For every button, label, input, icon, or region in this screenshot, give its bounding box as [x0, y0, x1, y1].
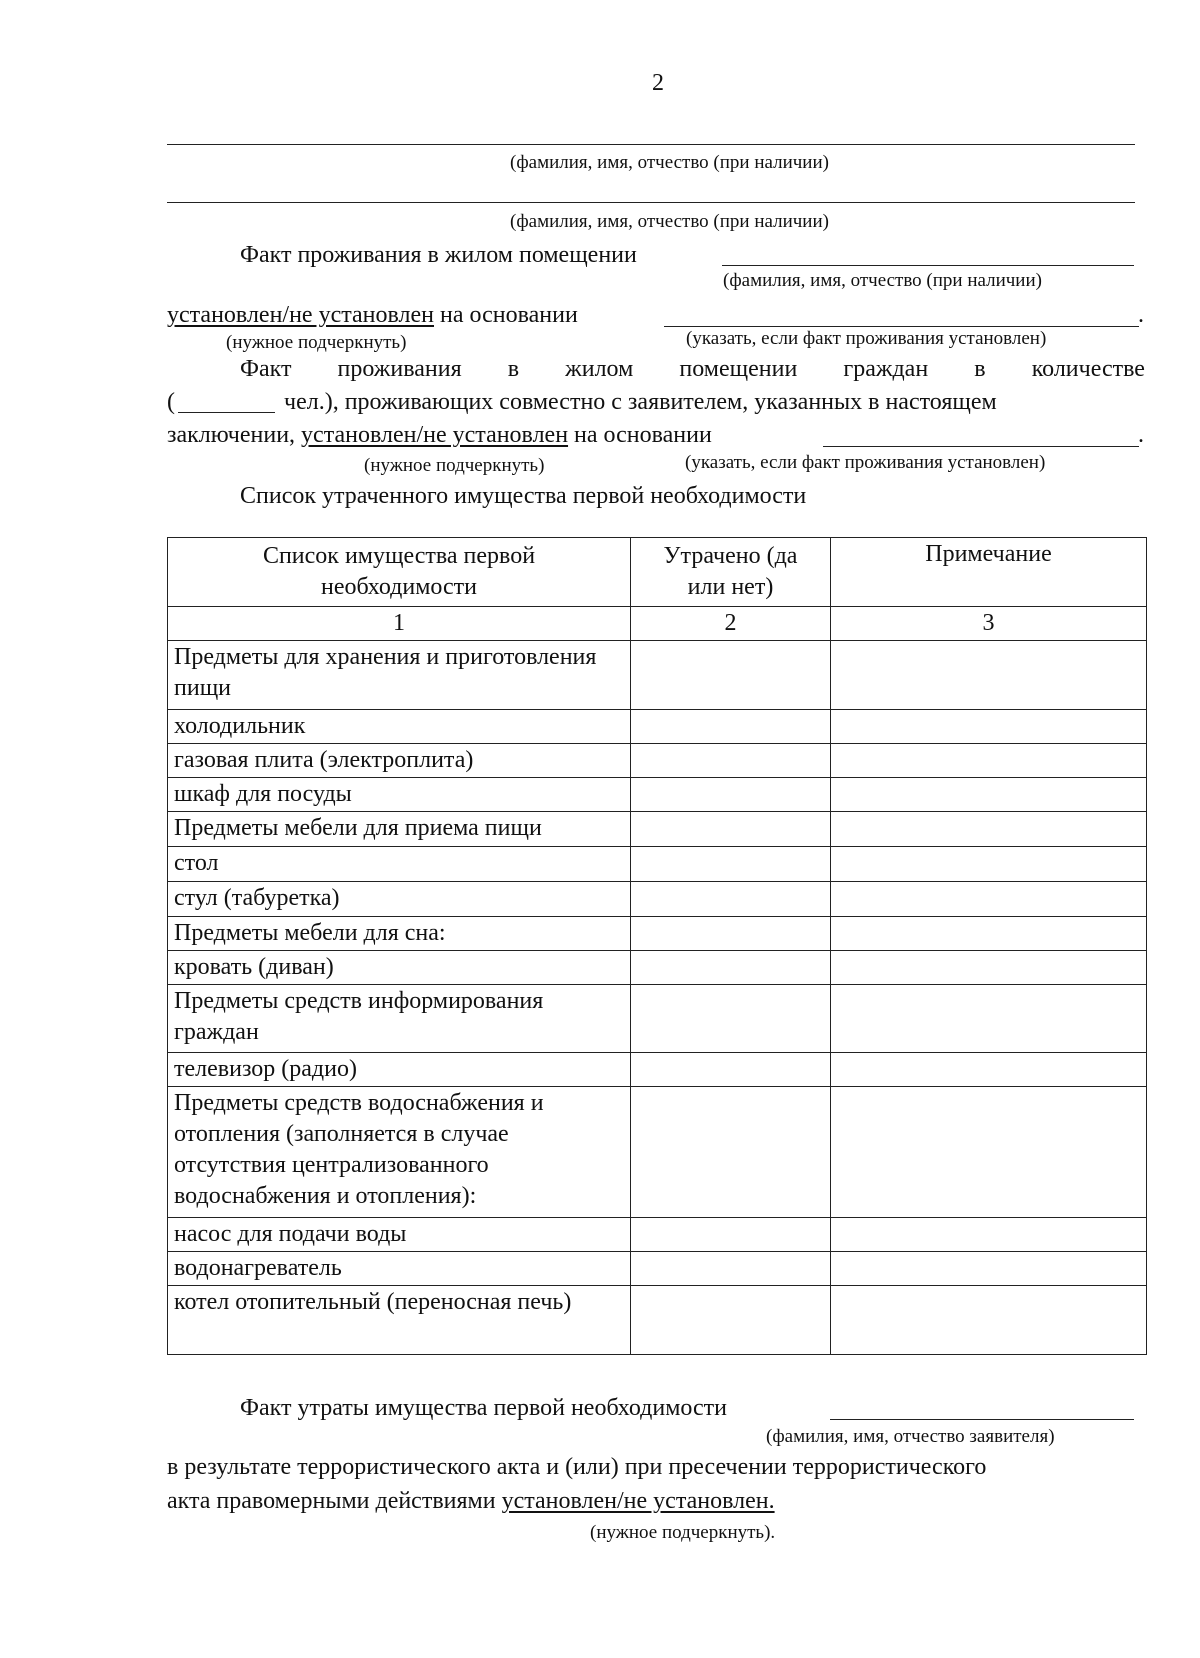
header-note: Примечание: [831, 538, 1147, 607]
para2-open-paren: (: [167, 389, 175, 415]
note-cell[interactable]: [831, 1218, 1147, 1252]
residence-fio-line[interactable]: [722, 265, 1134, 266]
note-cell[interactable]: [831, 1087, 1147, 1218]
lost-cell[interactable]: [631, 812, 831, 847]
lost-cell[interactable]: [631, 1053, 831, 1087]
item-name: холодильник: [168, 710, 631, 744]
underline-hint-1: (нужное подчеркнуть): [226, 332, 407, 353]
lost-cell[interactable]: [631, 744, 831, 778]
basis-hint-2: (указать, если факт проживания установлен): [685, 452, 1046, 473]
lost-cell[interactable]: [631, 847, 831, 882]
item-name: стул (табуретка): [168, 882, 631, 917]
established-option-3: установлен/не установлен.: [501, 1488, 775, 1514]
item-name: насос для подачи воды: [168, 1218, 631, 1252]
established-line-1: [167, 302, 578, 329]
people-count-blank[interactable]: [178, 412, 275, 413]
lost-cell[interactable]: [631, 778, 831, 812]
note-cell[interactable]: [831, 710, 1147, 744]
lost-cell[interactable]: [631, 1286, 831, 1355]
page-number: 2: [652, 70, 664, 96]
column-number: 3: [831, 607, 1147, 641]
para2-line2-text: чел.), проживающих совместно с заявителем, указанных в настоящем: [284, 389, 997, 415]
note-cell[interactable]: [831, 882, 1147, 917]
table-row: [168, 882, 1147, 917]
loss-fact-text: Факт утраты имущества первой необходимости: [240, 1395, 727, 1421]
item-name: Предметы для хранения и приготовления пищи: [168, 641, 631, 710]
list-title: Список утраченного имущества первой необходимости: [240, 483, 807, 509]
para2-word: количестве: [1031, 356, 1145, 382]
table-row: [168, 847, 1147, 882]
result-line-1: в результате террористического акта и (или) при пресечении террористического: [167, 1454, 987, 1480]
item-name: Предметы средств информирования граждан: [168, 985, 631, 1053]
note-cell[interactable]: [831, 1286, 1147, 1355]
note-cell[interactable]: [831, 917, 1147, 951]
fio-applicant-caption: (фамилия, имя, отчество заявителя): [766, 1426, 1055, 1447]
lost-cell[interactable]: [631, 1218, 831, 1252]
note-cell[interactable]: [831, 951, 1147, 985]
established-option-1: установлен/не установлен: [167, 302, 434, 328]
item-name: Предметы средств водоснабжения и отопления (заполняется в случае отсутствия централизованного водоснабжения и отопления):: [168, 1087, 631, 1218]
table-row: [168, 778, 1147, 812]
table-header-row: [168, 538, 1147, 607]
lost-cell[interactable]: [631, 882, 831, 917]
basis-line-1[interactable]: [664, 326, 1139, 327]
note-cell[interactable]: [831, 985, 1147, 1053]
column-number: 2: [631, 607, 831, 641]
note-cell[interactable]: [831, 744, 1147, 778]
fio-caption-1: (фамилия, имя, отчество (при наличии): [510, 152, 829, 173]
lost-cell[interactable]: [631, 1087, 831, 1218]
table-row: [168, 1252, 1147, 1286]
item-name: шкаф для посуды: [168, 778, 631, 812]
item-name: Предметы мебели для сна:: [168, 917, 631, 951]
lost-cell[interactable]: [631, 985, 831, 1053]
basis-hint-1: (указать, если факт проживания установлен): [686, 328, 1047, 349]
lost-cell[interactable]: [631, 710, 831, 744]
underline-hint-2: (нужное подчеркнуть): [364, 455, 545, 476]
period-2: .: [1138, 422, 1144, 448]
table-row: [168, 1218, 1147, 1252]
para2-line3-prefix: заключении,: [167, 422, 296, 448]
table-row: [168, 917, 1147, 951]
lost-cell[interactable]: [631, 1252, 831, 1286]
note-cell[interactable]: [831, 778, 1147, 812]
result-line-2: [167, 1488, 775, 1515]
table-row: [168, 951, 1147, 985]
residence-fact-text: Факт проживания в жилом помещении: [240, 242, 637, 268]
para2-word: проживания: [337, 356, 462, 382]
table-row: [168, 1053, 1147, 1087]
table-row: [168, 985, 1147, 1053]
para2-word: помещении: [679, 356, 798, 382]
column-number-row: [168, 607, 1147, 641]
table-row: [168, 1286, 1147, 1355]
table-row: [168, 1087, 1147, 1218]
table-row: [168, 710, 1147, 744]
para2-line3: [167, 422, 712, 449]
item-name: телевизор (радио): [168, 1053, 631, 1087]
fio-caption-2: (фамилия, имя, отчество (при наличии): [510, 211, 829, 232]
item-name: котел отопительный (переносная печь): [168, 1286, 631, 1355]
note-cell[interactable]: [831, 1053, 1147, 1087]
item-name: газовая плита (электроплита): [168, 744, 631, 778]
fio-line-2[interactable]: [167, 202, 1135, 203]
lost-cell[interactable]: [631, 641, 831, 710]
inventory-table: [167, 537, 1147, 1355]
note-cell[interactable]: [831, 847, 1147, 882]
para2-line1: [240, 356, 1145, 383]
table-row: [168, 812, 1147, 847]
para2-word: в: [974, 356, 986, 382]
column-number: 1: [168, 607, 631, 641]
basis-line-2[interactable]: [823, 446, 1139, 447]
lost-cell[interactable]: [631, 951, 831, 985]
established-option-2: установлен/не установлен: [301, 422, 569, 448]
note-cell[interactable]: [831, 812, 1147, 847]
table-row: [168, 744, 1147, 778]
lost-cell[interactable]: [631, 917, 831, 951]
on-basis-text-2: на основании: [574, 422, 712, 448]
item-name: водонагреватель: [168, 1252, 631, 1286]
para2-word: Факт: [240, 356, 292, 382]
applicant-fio-line[interactable]: [830, 1419, 1134, 1420]
para2-word: граждан: [843, 356, 929, 382]
table-row: [168, 641, 1147, 710]
result-line-2-prefix: акта правомерными действиями: [167, 1488, 496, 1514]
header-items: Список имущества первой необходимости: [168, 538, 631, 607]
underline-hint-3: (нужное подчеркнуть).: [590, 1522, 776, 1543]
para2-word: жилом: [565, 356, 634, 382]
item-name: Предметы мебели для приема пищи: [168, 812, 631, 847]
fio-caption-3: (фамилия, имя, отчество (при наличии): [723, 270, 1042, 291]
header-lost: Утрачено (да или нет): [631, 538, 831, 607]
para2-word: в: [507, 356, 520, 382]
on-basis-text-1: на основании: [440, 302, 578, 328]
note-cell[interactable]: [831, 1252, 1147, 1286]
item-name: стол: [168, 847, 631, 882]
note-cell[interactable]: [831, 641, 1147, 710]
fio-line-1[interactable]: [167, 144, 1135, 145]
period-1: .: [1138, 302, 1144, 328]
item-name: кровать (диван): [168, 951, 631, 985]
